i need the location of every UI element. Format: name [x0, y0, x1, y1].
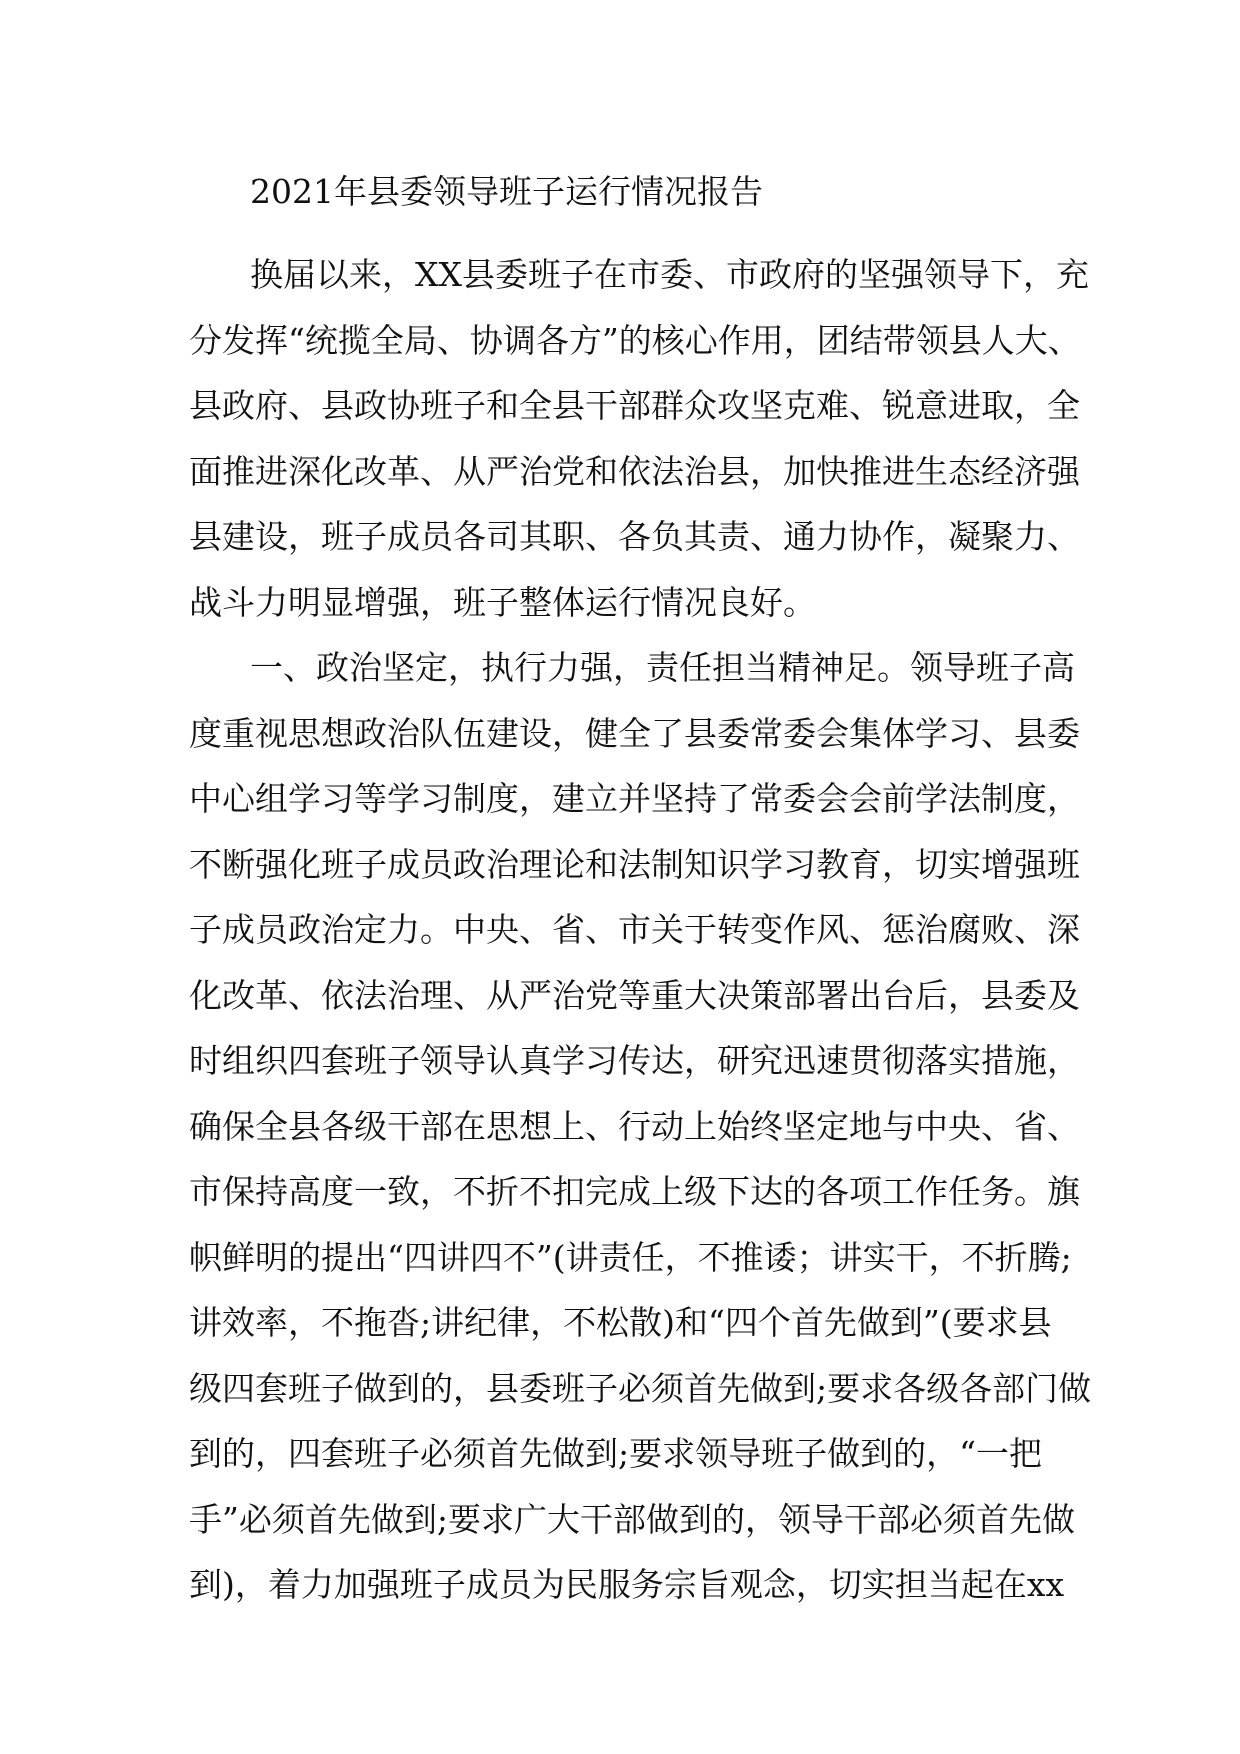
text-line: 分发挥“统揽全局、协调各方”的核心作用，团结带领县人大、	[189, 320, 1081, 360]
document-body	[189, 242, 1092, 1618]
text-line: 时组织四套班子领导认真学习传达，研究迅速贯彻落实措施，	[189, 1041, 1080, 1080]
text-line: 度重视思想政治队伍建设，健全了县委常委会集体学习、县委	[189, 713, 1080, 753]
text-line: 战斗力明显增强，班子整体运行情况良好。	[189, 582, 816, 622]
document-title: 2021年县委领导班子运行情况报告	[250, 172, 763, 211]
text-line: 级四套班子做到的，县委班子必须首先做到;要求各级各部门做	[189, 1368, 1092, 1408]
text-line: 不断强化班子成员政治理论和法制知识学习教育，切实增强班	[189, 844, 1080, 884]
text-line: 到的，四套班子必须首先做到;要求领导班子做到的，“一把	[189, 1434, 1042, 1473]
text-line: 子成员政治定力。中央、省、市关于转变作风、惩治腐败、深	[189, 910, 1080, 949]
text-line: 中心组学习等学习制度，建立并坚持了常委会会前学法制度，	[189, 779, 1080, 818]
text-line: 县建设，班子成员各司其职、各负其责、通力协作，凝聚力、	[189, 517, 1080, 556]
text-line: 手”必须首先做到;要求广大干部做到的，领导干部必须首先做	[189, 1499, 1075, 1539]
text-line: 面推进深化改革、从严治党和依法治县，加快推进生态经济强	[189, 451, 1080, 491]
text-line: 确保全县各级干部在思想上、行动上始终坚定地与中央、省、	[189, 1106, 1080, 1146]
text-line: 一、政治坚定，执行力强，责任担当精神足。领导班子高	[250, 648, 1075, 687]
text-line: 帜鲜明的提出“四讲四不”(讲责任，不推诿；讲实干，不折腾;	[189, 1237, 1072, 1277]
text-line: 化改革、依法治理、从严治党等重大决策部署出台后，县委及	[189, 975, 1080, 1015]
text-line: 到)，着力加强班子成员为民服务宗旨观念，切实担当起在xx	[189, 1565, 1065, 1604]
text-line: 市保持高度一致，不折不扣完成上级下达的各项工作任务。旗	[189, 1172, 1080, 1211]
paragraph-intro	[189, 242, 1089, 635]
text-line: 讲效率，不拖沓;讲纪律，不松散)和“四个首先做到”(要求县	[189, 1303, 1052, 1342]
text-line: 县政府、县政协班子和全县干部群众攻坚克难、锐意进取，全	[189, 386, 1080, 425]
paragraph-section-one	[189, 635, 1092, 1618]
text-line: 换届以来，XX县委班子在市委、市政府的坚强领导下，充	[250, 255, 1089, 294]
